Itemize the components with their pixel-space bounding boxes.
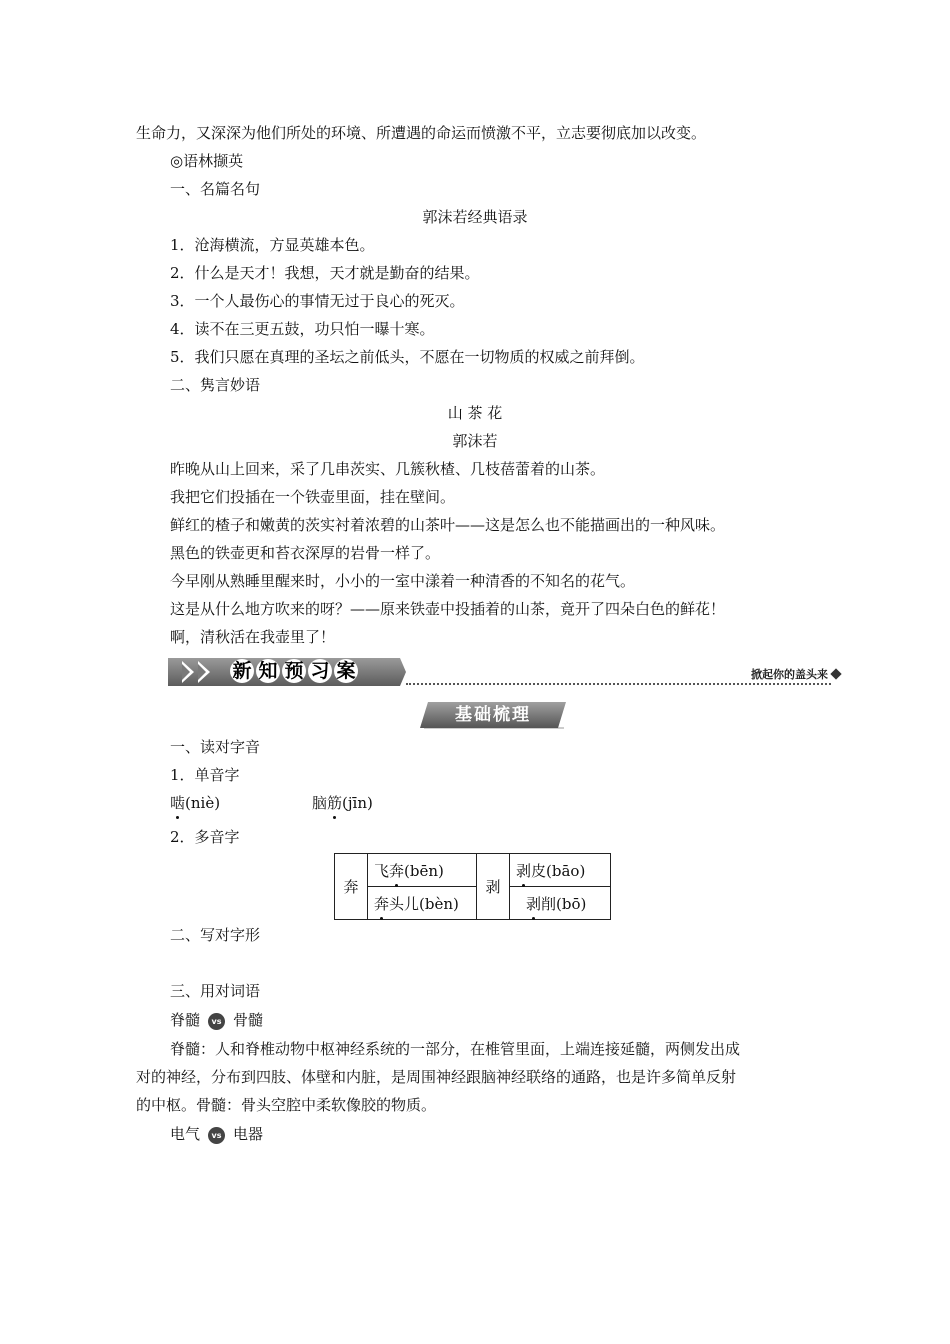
prose-heading: 二、隽言妙语	[170, 376, 261, 394]
s1-heading: 一、读对字音	[170, 738, 261, 756]
polyphone-table	[334, 853, 611, 920]
single-word-1: 啮(niè)	[170, 794, 221, 812]
poly-item: 飞奔(bēn)	[368, 854, 477, 887]
pair1-def-line-3: 的中枢。骨髓：骨头空腔中柔软像胶的物质。	[136, 1096, 437, 1114]
table-row	[335, 887, 611, 920]
pair1-def-line-2: 对的神经，分布到四肢、体壁和内脏，是周围神经跟脑神经联络的通路，也是许多简单反射	[136, 1068, 737, 1086]
vs-icon: vs	[208, 1127, 225, 1144]
banner-title-char: 习	[308, 659, 332, 683]
poem-line-4: 黑色的铁壶更和苔衣深厚的岩骨一样了。	[170, 544, 441, 562]
poem-line-2: 我把它们投插在一个铁壶里面，挂在壁间。	[170, 488, 456, 506]
table-row	[335, 854, 611, 887]
poly-item: 剥削(bō)	[510, 887, 611, 920]
quote-2: 2．什么是天才！我想，天才就是勤奋的结果。	[170, 264, 480, 282]
quote-1: 1．沧海横流，方显英雄本色。	[170, 236, 375, 254]
banner-title-char: 案	[334, 659, 358, 683]
chevron-inner	[198, 664, 206, 680]
section-banner	[168, 656, 840, 690]
banner-right-text: 掀起你的盖头来	[751, 668, 828, 681]
pair1-def-line-1: 脊髓：人和脊椎动物中枢神经系统的一部分，在椎管里面，上端连接延髓，两侧发出成	[170, 1040, 741, 1058]
poly-item: 奔头儿(bèn)	[368, 887, 477, 920]
famous-heading: 一、名篇名句	[170, 180, 261, 198]
poem-line-6: 这是从什么地方吹来的呀？——原来铁壶中投插着的山茶，竟开了四朵白色的鲜花！	[170, 600, 726, 618]
banner-title-char: 知	[256, 659, 280, 683]
single-word-2: 脑筋(jīn)	[312, 794, 373, 812]
quote-5: 5．我们只愿在真理的圣坛之前低头，不愿在一切物质的权威之前拜倒。	[170, 348, 645, 366]
banner-title	[230, 659, 360, 683]
sub-banner-title: 基础梳理	[455, 705, 531, 725]
banner-title-char: 新	[230, 659, 254, 683]
banner-title-char: 预	[282, 659, 306, 683]
poem-line-5: 今早刚从熟睡里醒来时，小小的一室中漾着一种清香的不知名的花气。	[170, 572, 636, 590]
s3-heading: 三、用对词语	[170, 982, 261, 1000]
word-pair-2: 电气 vs 电器	[170, 1125, 264, 1143]
poem-line-7: 啊，清秋活在我壶里了！	[170, 628, 336, 646]
section-yulin-label: ◎语林撷英	[170, 152, 244, 170]
poem-line-1: 昨晚从山上回来，采了几串茨实、几簇秋楂、几枝蓓蕾着的山茶。	[170, 460, 606, 478]
vs-icon: vs	[208, 1013, 225, 1030]
poly-char-1: 奔	[335, 854, 368, 920]
famous-title: 郭沫若经典语录	[422, 208, 528, 226]
s1-multi-label: 2．多音字	[170, 828, 240, 846]
diamond-icon	[830, 668, 841, 679]
s2-heading: 二、写对字形	[170, 926, 261, 944]
poly-char-2: 剥	[477, 854, 510, 920]
poly-item: 剥皮(bāo)	[510, 854, 611, 887]
poem-line-3: 鲜红的楂子和嫩黄的茨实衬着浓碧的山茶叶——这是怎么也不能描画出的一种风味。	[170, 516, 726, 534]
word-pair-1: 脊髓 vs 骨髓	[170, 1011, 264, 1029]
quote-3: 3．一个人最伤心的事情无过于良心的死灭。	[170, 292, 465, 310]
chevron-inner	[182, 664, 190, 680]
poem-author: 郭沫若	[452, 432, 498, 450]
s1-single-label: 1．单音字	[170, 766, 240, 784]
quote-4: 4．读不在三更五鼓，功只怕一曝十寒。	[170, 320, 435, 338]
intro-tail-text: 生命力，又深深为他们所处的环境、所遭遇的命运而愤激不平，立志要彻底加以改变。	[136, 124, 707, 142]
poem-title: 山 茶 花	[447, 404, 503, 422]
banner-dotted-rule	[406, 683, 831, 685]
